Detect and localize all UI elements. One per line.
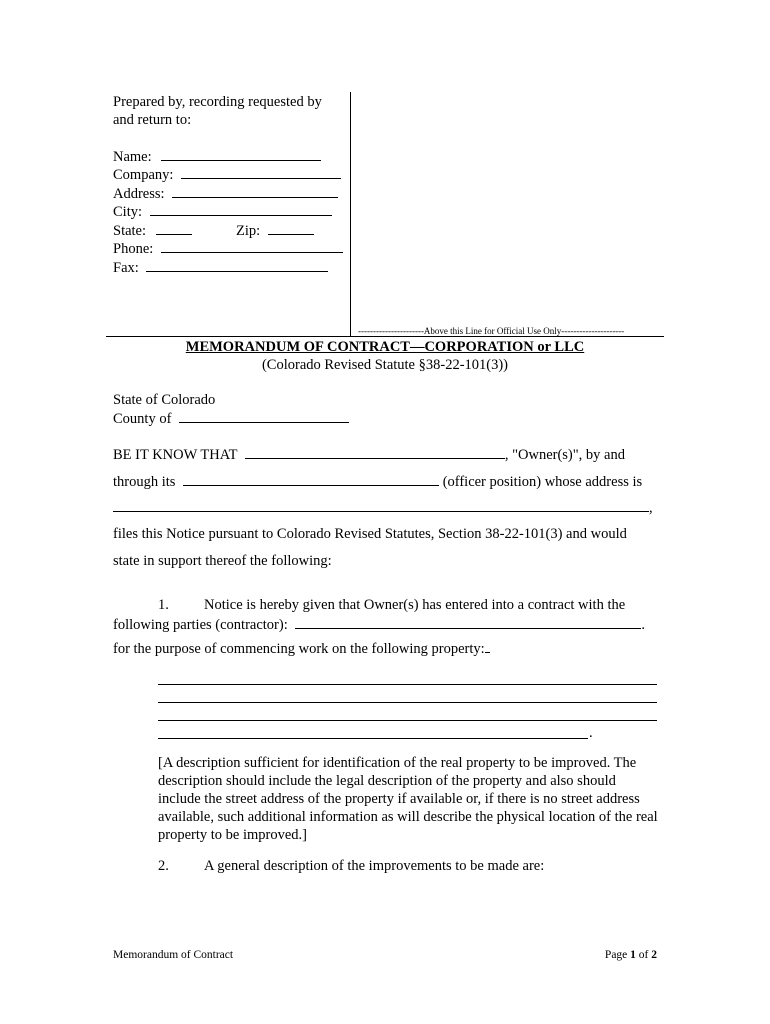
state-blank[interactable] xyxy=(156,222,192,235)
page-number xyxy=(605,949,657,961)
purpose-text: for the purpose of commencing work on the following property: xyxy=(113,641,485,657)
owner-address-blank[interactable] xyxy=(113,499,649,512)
recording-divider-vertical xyxy=(350,92,351,336)
property-period: . xyxy=(589,725,593,741)
purpose-blank[interactable] xyxy=(485,640,490,653)
be-it-know-text: BE IT KNOW THAT xyxy=(113,447,238,463)
page-total: 2 xyxy=(651,949,657,961)
page-label: Page xyxy=(604,949,628,961)
address-field[interactable] xyxy=(113,185,338,203)
venue-state: State of Colorado xyxy=(113,392,216,408)
county-blank[interactable] xyxy=(179,410,349,423)
property-line-1[interactable] xyxy=(158,684,657,685)
zip-blank[interactable] xyxy=(268,222,314,235)
official-use-line: ----------------------Above this Line for Official Use Only--------------------- xyxy=(358,326,625,336)
contractor-period: . xyxy=(641,617,645,633)
purpose-line xyxy=(113,640,490,658)
recording-divider-horizontal xyxy=(106,336,664,337)
owner-line xyxy=(113,446,625,464)
address-line xyxy=(113,499,653,517)
footer-title: Memorandum of Contract xyxy=(113,949,234,961)
state-support-text: state in support thereof the following: xyxy=(113,553,332,569)
contractor-label: following parties (contractor): xyxy=(113,617,288,633)
fax-field[interactable] xyxy=(113,259,328,277)
phone-blank[interactable] xyxy=(161,240,343,253)
address-comma: , xyxy=(649,500,653,516)
company-blank[interactable] xyxy=(181,166,341,179)
contractor-blank[interactable] xyxy=(295,616,641,629)
page-current: 1 xyxy=(630,949,636,961)
state-label: State: xyxy=(113,223,147,239)
name-label: Name: xyxy=(113,149,152,165)
through-its-text: through its xyxy=(113,474,176,490)
fax-blank[interactable] xyxy=(146,259,328,272)
name-field[interactable] xyxy=(113,148,321,166)
officer-blank[interactable] xyxy=(183,473,439,486)
state-field[interactable] xyxy=(113,222,192,240)
page-of-label: of xyxy=(638,949,649,961)
address-label: Address: xyxy=(113,186,165,202)
company-label: Company: xyxy=(113,167,174,183)
property-line-3[interactable] xyxy=(158,720,657,721)
fax-label: Fax: xyxy=(113,260,139,276)
county-field[interactable] xyxy=(113,410,349,428)
item1-number: 1. xyxy=(158,597,169,613)
officer-position-text: (officer position) whose address is xyxy=(442,474,643,490)
contractor-line xyxy=(113,616,645,634)
prepared-by-line1: Prepared by, recording requested by xyxy=(113,94,322,110)
owner-blank[interactable] xyxy=(245,446,505,459)
files-notice-text: files this Notice pursuant to Colorado Revised Statutes, Section 38-22-101(3) and would xyxy=(113,526,627,542)
owner-text: , "Owner(s)", by and xyxy=(504,447,625,463)
name-blank[interactable] xyxy=(161,148,321,161)
document-subtitle: (Colorado Revised Statute §38-22-101(3)) xyxy=(261,357,509,373)
property-line-4[interactable] xyxy=(158,738,588,739)
city-blank[interactable] xyxy=(150,203,332,216)
company-field[interactable] xyxy=(113,166,341,184)
prepared-by-line2: and return to: xyxy=(113,112,192,128)
zip-label: Zip: xyxy=(236,223,261,239)
document-title: MEMORANDUM OF CONTRACT—CORPORATION or LLC xyxy=(185,339,585,355)
zip-field[interactable] xyxy=(236,222,314,240)
item2-text: A general description of the improvements to be made are: xyxy=(204,858,545,874)
county-label: County of xyxy=(113,411,172,427)
item2-number: 2. xyxy=(158,858,169,874)
property-line-2[interactable] xyxy=(158,702,657,703)
phone-label: Phone: xyxy=(113,241,154,257)
property-description-note: [A description sufficient for identification of the real property to be improved. The description should include the legal description of the property and also should include the street address of the property if available or, if there is no street address available, such additional information as will describe the physical location of the real property to be improved.] xyxy=(158,755,658,843)
item1-line1: Notice is hereby given that Owner(s) has entered into a contract with the xyxy=(204,597,626,613)
city-field[interactable] xyxy=(113,203,332,221)
city-label: City: xyxy=(113,204,143,220)
officer-line xyxy=(113,473,642,491)
address-blank[interactable] xyxy=(172,185,338,198)
phone-field[interactable] xyxy=(113,240,343,258)
